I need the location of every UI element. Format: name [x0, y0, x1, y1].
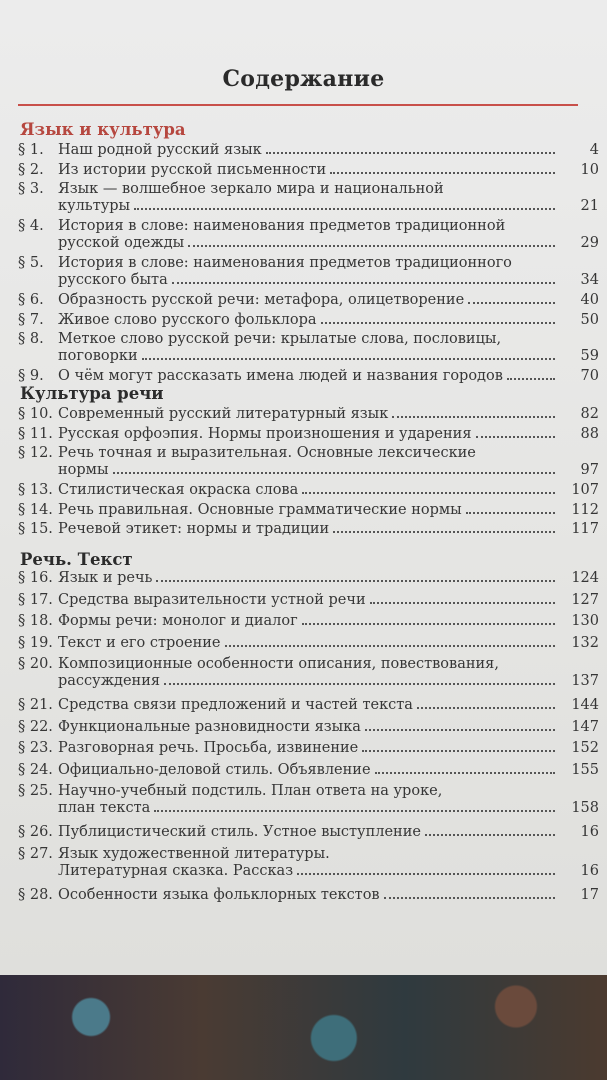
entry-title: Средства связи предложений и частей текста: [58, 697, 413, 713]
toc-entry[interactable]: [18, 482, 599, 499]
page-number: 59: [580, 348, 599, 364]
section-number: § 7.: [18, 311, 44, 328]
page-number: 130: [571, 613, 599, 629]
entry-title-continued: нормы: [58, 462, 109, 478]
page-number: 82: [580, 406, 599, 422]
dot-leader: [333, 531, 555, 533]
dot-leader: [365, 729, 555, 731]
dot-leader: [392, 416, 555, 418]
entry-title: Стилистическая окраска слова: [58, 482, 299, 498]
toc-entry[interactable]: [18, 697, 599, 714]
page-number: 147: [571, 718, 599, 735]
entry-title: Наш родной русский язык: [58, 142, 262, 158]
dot-leader: [156, 580, 555, 582]
entry-title: Особенности языка фольклорных текстов: [58, 886, 380, 903]
section-heading: Язык и культура: [20, 120, 186, 139]
page-number: 137: [571, 673, 599, 689]
entry-title: История в слове: наименования предметов традиционной: [58, 218, 506, 234]
toc-entry[interactable]: [18, 255, 599, 289]
dot-leader: [113, 472, 556, 474]
entry-title: Официально-деловой стиль. Объявление: [58, 761, 371, 778]
toc-entry[interactable]: [18, 719, 599, 736]
page-number: 16: [580, 862, 599, 879]
dot-leader: [142, 358, 555, 360]
entry-title-continued: план текста: [58, 800, 151, 816]
entry-title: Текст и его строение: [58, 634, 221, 651]
dot-leader: [302, 492, 555, 494]
toc-entry[interactable]: [18, 635, 599, 652]
page-number: 107: [571, 482, 599, 498]
page-number: 70: [580, 368, 599, 384]
entry-title: Речь точная и выразительная. Основные лексические: [58, 445, 476, 461]
toc-entry[interactable]: [18, 218, 599, 252]
section-number: § 28.: [18, 886, 53, 903]
section-number: § 25.: [18, 783, 53, 799]
page-number: 10: [580, 161, 599, 178]
toc-entry[interactable]: [18, 656, 599, 690]
entry-title-continued: рассуждения: [58, 673, 161, 689]
dot-leader: [330, 172, 555, 174]
toc-entry[interactable]: [18, 406, 599, 423]
entry-title: Речь правильная. Основные грамматические нормы: [58, 501, 462, 518]
toc-entry[interactable]: [18, 570, 599, 587]
section-number: § 11.: [18, 425, 53, 442]
dot-leader: [425, 834, 555, 836]
section-number: § 16.: [18, 570, 53, 586]
page-number: 117: [571, 521, 599, 537]
page-number: 29: [580, 235, 599, 251]
toc-entry[interactable]: [18, 592, 599, 609]
page-number: 16: [580, 824, 599, 840]
entry-title-continued: поговорки: [58, 348, 138, 364]
section-heading: Речь. Текст: [20, 550, 133, 569]
entry-title: Публицистический стиль. Устное выступление: [58, 824, 421, 840]
toc-entry[interactable]: [18, 762, 599, 779]
entry-title: Живое слово русского фольклора: [58, 311, 317, 328]
section-number: § 22.: [18, 718, 53, 735]
entry-title: Язык художественной литературы.: [58, 845, 330, 862]
page-number: 158: [571, 800, 599, 816]
page-number: 97: [580, 462, 599, 478]
toc-entry[interactable]: [18, 783, 599, 817]
page-number: 88: [580, 425, 599, 442]
page-number: 21: [580, 198, 599, 214]
page-number: 112: [571, 501, 599, 518]
entry-title: Научно-учебный подстиль. План ответа на уроке,: [58, 783, 443, 799]
dot-leader: [164, 683, 555, 685]
dot-leader: [302, 623, 555, 625]
dot-leader: [134, 208, 555, 210]
section-number: § 1.: [18, 142, 44, 158]
section-number: § 4.: [18, 218, 44, 234]
page-number: 144: [571, 697, 599, 713]
toc-entry[interactable]: [18, 312, 599, 329]
toc-entry[interactable]: [18, 846, 599, 880]
entry-title: Разговорная речь. Просьба, извинение: [58, 740, 359, 756]
entry-title: Язык и речь: [58, 570, 153, 586]
background-fabric: [0, 975, 607, 1080]
dot-leader: [507, 378, 555, 380]
dot-leader: [154, 810, 555, 812]
toc-entry[interactable]: [18, 142, 599, 159]
dot-leader: [375, 772, 555, 774]
page-number: 155: [571, 761, 599, 778]
entry-title: Средства выразительности устной речи: [58, 591, 366, 608]
page-number: 132: [571, 634, 599, 651]
title-divider: [18, 104, 578, 106]
section-number: § 2.: [18, 161, 44, 178]
section-number: § 21.: [18, 697, 53, 713]
entry-title-continued: культуры: [58, 198, 131, 214]
page-number: 152: [571, 740, 599, 756]
dot-leader: [172, 282, 555, 284]
entry-title: Функциональные разновидности языка: [58, 718, 361, 735]
entry-title-continued: русского быта: [58, 272, 168, 288]
toc-entry[interactable]: [18, 502, 599, 519]
section-number: § 26.: [18, 824, 53, 840]
entry-title: Язык — волшебное зеркало мира и национальной: [58, 181, 444, 197]
dot-leader: [370, 602, 555, 604]
section-number: § 17.: [18, 591, 53, 608]
toc-entry[interactable]: [18, 824, 599, 841]
section-number: § 9.: [18, 368, 44, 384]
section-heading: Культура речи: [20, 384, 164, 403]
dot-leader: [468, 302, 555, 304]
entry-title: О чём могут рассказать имена людей и названия городов: [58, 368, 503, 384]
entry-title: История в слове: наименования предметов традиционного: [58, 255, 512, 271]
entry-title: Современный русский литературный язык: [58, 406, 389, 422]
dot-leader: [466, 512, 555, 514]
section-number: § 10.: [18, 406, 53, 422]
entry-title-continued: русской одежды: [58, 235, 185, 251]
entry-title-continued: Литературная сказка. Рассказ: [58, 862, 294, 879]
section-number: § 3.: [18, 181, 44, 197]
section-number: § 12.: [18, 445, 53, 461]
section-number: § 20.: [18, 656, 53, 672]
toc-entry[interactable]: [18, 426, 599, 443]
toc-entry[interactable]: [18, 445, 599, 479]
dot-leader: [297, 873, 555, 875]
entry-title: Из истории русской письменности: [58, 161, 327, 178]
page-number: 4: [589, 142, 599, 158]
page-number: 17: [580, 886, 599, 903]
section-number: § 6.: [18, 292, 44, 308]
section-number: § 23.: [18, 740, 53, 756]
section-number: § 14.: [18, 501, 53, 518]
section-number: § 19.: [18, 634, 53, 651]
dot-leader: [321, 322, 555, 324]
dot-leader: [188, 245, 555, 247]
entry-title: Формы речи: монолог и диалог: [58, 613, 298, 629]
entry-title: Образность русской речи: метафора, олицетворение: [58, 292, 465, 308]
section-number: § 13.: [18, 482, 53, 498]
toc-entry[interactable]: [18, 887, 599, 904]
dot-leader: [384, 897, 555, 899]
entry-title: Русская орфоэпия. Нормы произношения и ударения: [58, 425, 472, 442]
section-number: § 18.: [18, 613, 53, 629]
toc-entry[interactable]: [18, 331, 599, 365]
page-number: 40: [580, 292, 599, 308]
entry-title: Речевой этикет: нормы и традиции: [58, 521, 330, 537]
page-number: 34: [580, 272, 599, 288]
dot-leader: [417, 707, 555, 709]
page-number: 127: [571, 591, 599, 608]
dot-leader: [225, 645, 555, 647]
entry-title: Меткое слово русской речи: крылатые слова, пословицы,: [58, 331, 502, 347]
toc-entry[interactable]: [18, 162, 599, 179]
dot-leader: [476, 436, 556, 438]
section-number: § 5.: [18, 255, 44, 271]
section-number: § 8.: [18, 331, 44, 347]
section-number: § 24.: [18, 761, 53, 778]
toc-entry[interactable]: [18, 368, 599, 385]
toc-entry[interactable]: [18, 521, 599, 538]
entry-title: Композиционные особенности описания, повествования,: [58, 656, 499, 672]
dot-leader: [362, 750, 555, 752]
toc-entry[interactable]: [18, 292, 599, 309]
section-number: § 15.: [18, 521, 53, 537]
toc-entry[interactable]: [18, 181, 599, 215]
page-title: Содержание: [222, 66, 385, 92]
toc-entry[interactable]: [18, 613, 599, 630]
dot-leader: [266, 152, 555, 154]
page-number: 50: [580, 311, 599, 328]
page-number: 124: [571, 570, 599, 586]
toc-entry[interactable]: [18, 740, 599, 757]
section-number: § 27.: [18, 845, 53, 862]
